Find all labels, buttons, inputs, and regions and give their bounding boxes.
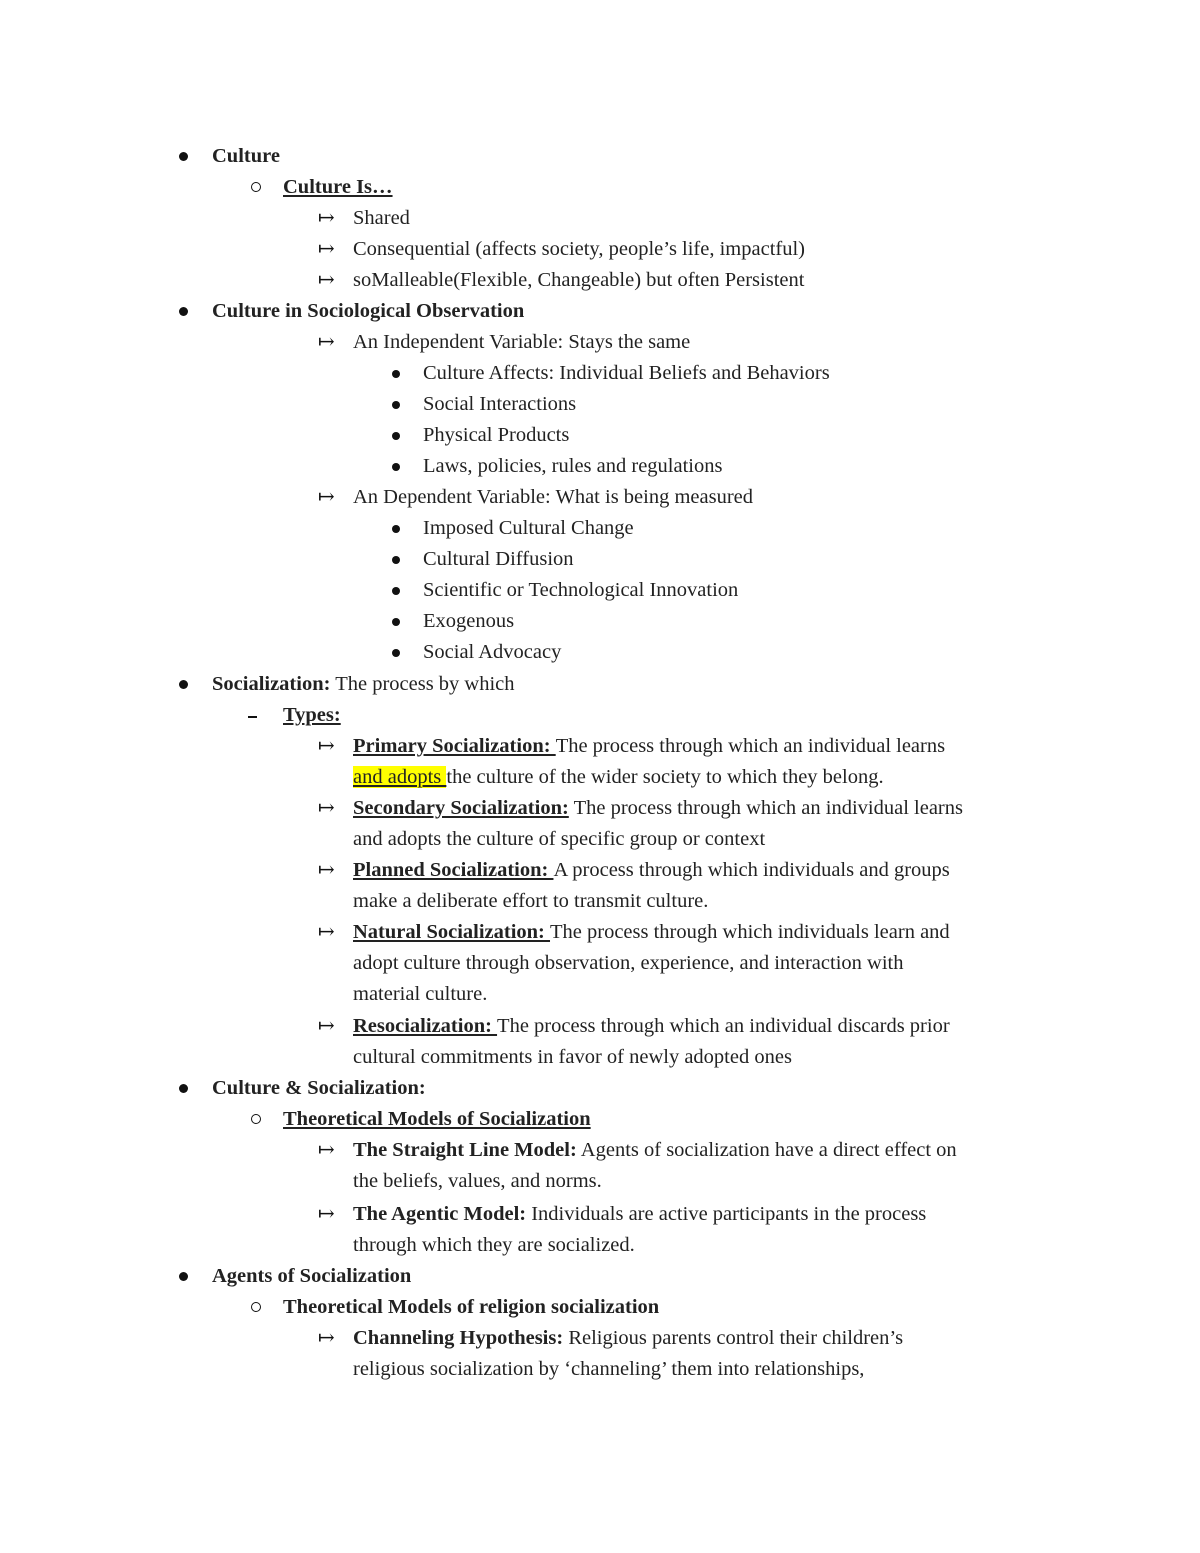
maps-to-arrow-icon: ↦ xyxy=(318,269,335,291)
list-item: Consequential (affects society, people’s life, impactful) xyxy=(353,238,805,260)
list-item: Social Interactions xyxy=(423,393,577,415)
straight-line-model-line2: the beliefs, values, and norms. xyxy=(353,1170,602,1192)
definition-text: Agents of socialization have a direct effect on xyxy=(576,1139,957,1161)
definition-text: Individuals are active participants in the process xyxy=(526,1203,927,1225)
bullet-icon xyxy=(392,556,400,564)
circle-bullet-icon xyxy=(251,1114,261,1124)
definition-text: The process by which xyxy=(330,673,515,695)
circle-bullet-icon xyxy=(251,182,261,192)
list-item: Physical Products xyxy=(423,424,570,446)
term: Resocialization: xyxy=(353,1015,498,1037)
circle-bullet-icon xyxy=(251,1302,261,1312)
definition-text: The process through which an individual learns xyxy=(568,797,963,819)
list-item: Shared xyxy=(353,207,410,229)
dash-bullet-icon xyxy=(248,716,257,718)
term: Planned Socialization: xyxy=(353,859,554,881)
bullet-icon xyxy=(179,1084,188,1093)
channeling-hypothesis-line1 xyxy=(353,1323,903,1354)
highlighted-text: and adopts xyxy=(353,766,447,788)
subheading-culture-is: Culture Is… xyxy=(283,176,393,198)
secondary-socialization-line2: and adopts the culture of specific group or context xyxy=(353,828,766,850)
resocialization-line2: cultural commitments in favor of newly adopted ones xyxy=(353,1046,792,1068)
maps-to-arrow-icon: ↦ xyxy=(318,486,335,508)
maps-to-arrow-icon: ↦ xyxy=(318,1015,335,1037)
bullet-icon xyxy=(179,1272,188,1281)
natural-socialization-line3: material culture. xyxy=(353,983,488,1005)
definition-text: A process through which individuals and groups xyxy=(553,859,950,881)
definition-text: The process through which an individual learns xyxy=(555,735,946,757)
maps-to-arrow-icon: ↦ xyxy=(318,921,335,943)
secondary-socialization-line1 xyxy=(353,793,963,824)
straight-line-model-line1 xyxy=(353,1135,957,1166)
bullet-icon xyxy=(392,618,400,626)
list-item: Exogenous xyxy=(423,610,515,632)
bullet-icon xyxy=(392,463,400,471)
maps-to-arrow-icon: ↦ xyxy=(318,1139,335,1161)
independent-variable-item: An Independent Variable: Stays the same xyxy=(353,331,691,353)
subheading-religion-socialization: Theoretical Models of religion socialization xyxy=(283,1296,660,1318)
maps-to-arrow-icon: ↦ xyxy=(318,735,335,757)
maps-to-arrow-icon: ↦ xyxy=(318,238,335,260)
definition-text: the culture of the wider society to which they belong. xyxy=(446,766,884,788)
primary-socialization-line1 xyxy=(353,731,945,762)
list-item: Cultural Diffusion xyxy=(423,548,574,570)
definition-text: Religious parents control their children’s xyxy=(563,1327,904,1349)
list-item: Social Advocacy xyxy=(423,641,562,663)
maps-to-arrow-icon: ↦ xyxy=(318,859,335,881)
list-item: Imposed Cultural Change xyxy=(423,517,634,539)
subheading-types: Types: xyxy=(283,704,341,726)
heading-agents-of-socialization: Agents of Socialization xyxy=(212,1265,412,1287)
bullet-icon xyxy=(392,370,400,378)
heading-culture: Culture xyxy=(212,145,280,167)
channeling-hypothesis-line2: religious socialization by ‘channeling’ them into relationships, xyxy=(353,1358,865,1380)
agentic-model-line1 xyxy=(353,1199,926,1230)
term: Secondary Socialization: xyxy=(353,797,569,819)
resocialization-line1 xyxy=(353,1011,950,1042)
natural-socialization-line2: adopt culture through observation, experience, and interaction with xyxy=(353,952,904,974)
list-item: Culture Affects: Individual Beliefs and Behaviors xyxy=(423,362,830,384)
primary-socialization-line2 xyxy=(353,762,884,793)
heading-culture-and-socialization: Culture & Socialization: xyxy=(212,1077,426,1099)
term: The Straight Line Model: xyxy=(353,1139,577,1161)
term: Channeling Hypothesis: xyxy=(353,1327,564,1349)
bullet-icon xyxy=(392,587,400,595)
planned-socialization-line2: make a deliberate effort to transmit culture. xyxy=(353,890,709,912)
bullet-icon xyxy=(392,649,400,657)
socialization-definition xyxy=(212,669,515,700)
bullet-icon xyxy=(392,401,400,409)
maps-to-arrow-icon: ↦ xyxy=(318,797,335,819)
term: Primary Socialization: xyxy=(353,735,556,757)
bullet-icon xyxy=(392,432,400,440)
agentic-model-line2: through which they are socialized. xyxy=(353,1234,635,1256)
list-item: Laws, policies, rules and regulations xyxy=(423,455,723,477)
bullet-icon xyxy=(392,525,400,533)
bullet-icon xyxy=(179,152,188,161)
maps-to-arrow-icon: ↦ xyxy=(318,1327,335,1349)
definition-text: The process through which individuals learn and xyxy=(550,921,950,943)
natural-socialization-line1 xyxy=(353,917,950,948)
maps-to-arrow-icon: ↦ xyxy=(318,207,335,229)
list-item: soMalleable(Flexible, Changeable) but often Persistent xyxy=(353,269,805,291)
term: Natural Socialization: xyxy=(353,921,551,943)
bullet-icon xyxy=(179,307,188,316)
dependent-variable-item: An Dependent Variable: What is being measured xyxy=(353,486,754,508)
maps-to-arrow-icon: ↦ xyxy=(318,1203,335,1225)
subheading-theoretical-models: Theoretical Models of Socialization xyxy=(283,1108,591,1130)
heading-culture-in-sociological-observation: Culture in Sociological Observation xyxy=(212,300,525,322)
list-item: Scientific or Technological Innovation xyxy=(423,579,739,601)
definition-text: The process through which an individual discards prior xyxy=(497,1015,950,1037)
term: The Agentic Model: xyxy=(353,1203,527,1225)
maps-to-arrow-icon: ↦ xyxy=(318,331,335,353)
planned-socialization-line1 xyxy=(353,855,950,886)
bullet-icon xyxy=(179,680,188,689)
heading-socialization: Socialization: xyxy=(212,673,331,695)
